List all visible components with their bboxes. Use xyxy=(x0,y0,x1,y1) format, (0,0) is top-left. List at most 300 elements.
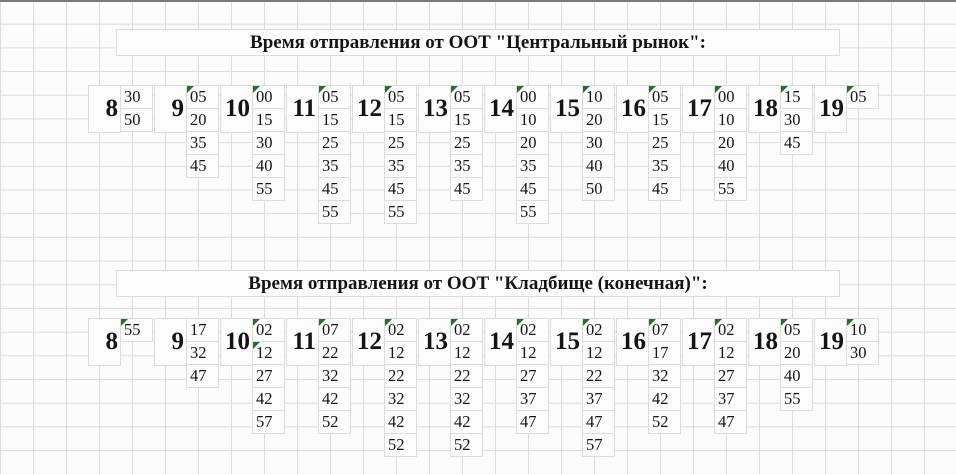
minute-label: 25 xyxy=(652,133,669,152)
minute-cell[interactable] xyxy=(186,108,219,132)
hour-label: 12 xyxy=(357,95,382,122)
minute-cell[interactable] xyxy=(846,318,879,342)
minute-cell[interactable] xyxy=(648,341,681,365)
minute-cell[interactable] xyxy=(120,108,153,132)
hour-cell[interactable] xyxy=(484,318,517,366)
minute-cell[interactable] xyxy=(780,387,813,411)
minute-label: 45 xyxy=(784,133,801,152)
minute-label: 30 xyxy=(784,110,801,129)
minute-label: 22 xyxy=(388,366,405,385)
cell-flag-triangle-icon xyxy=(517,319,524,326)
minute-cell[interactable] xyxy=(186,364,219,388)
minutes-column xyxy=(120,318,153,342)
top-border-line xyxy=(0,0,956,2)
minute-cell[interactable] xyxy=(582,433,615,457)
minute-cell[interactable] xyxy=(318,364,351,388)
hour-label: 11 xyxy=(292,95,316,122)
hour-cell[interactable] xyxy=(616,318,649,366)
minute-cell[interactable] xyxy=(582,85,615,109)
cell-flag-triangle-icon xyxy=(847,319,854,326)
minute-cell[interactable] xyxy=(252,341,285,365)
hour-cell[interactable] xyxy=(748,318,781,366)
minute-label: 12 xyxy=(454,343,471,362)
cell-flag-triangle-icon xyxy=(385,86,392,93)
hour-cell[interactable] xyxy=(682,85,715,133)
hour-cell[interactable] xyxy=(154,85,187,133)
hour-cell[interactable] xyxy=(220,85,253,133)
hour-cell[interactable] xyxy=(220,318,253,366)
hour-group xyxy=(748,318,814,411)
minute-cell[interactable] xyxy=(252,177,285,201)
minute-label: 30 xyxy=(850,343,867,362)
minutes-column xyxy=(450,85,483,201)
minute-cell[interactable] xyxy=(384,410,417,434)
minute-label: 12 xyxy=(256,343,273,362)
hour-label: 10 xyxy=(225,328,250,355)
minute-label: 35 xyxy=(454,156,471,175)
hour-cell[interactable] xyxy=(814,318,847,366)
minute-label: 55 xyxy=(718,179,735,198)
minute-label: 02 xyxy=(454,320,471,339)
minute-cell[interactable] xyxy=(582,154,615,178)
minute-label: 20 xyxy=(784,343,801,362)
minutes-column xyxy=(384,85,417,224)
minute-cell[interactable] xyxy=(582,177,615,201)
hour-cell[interactable] xyxy=(88,318,121,366)
minute-cell[interactable] xyxy=(714,410,747,434)
hour-cell[interactable] xyxy=(616,85,649,133)
minutes-column xyxy=(516,318,549,434)
hour-group xyxy=(352,318,418,457)
minute-cell[interactable] xyxy=(384,364,417,388)
minute-cell[interactable] xyxy=(648,318,681,342)
minute-label: 20 xyxy=(718,133,735,152)
hour-group xyxy=(616,85,682,201)
minute-cell[interactable] xyxy=(252,410,285,434)
minute-cell[interactable] xyxy=(318,85,351,109)
minute-label: 10 xyxy=(850,320,867,339)
minute-label: 12 xyxy=(520,343,537,362)
minute-cell[interactable] xyxy=(648,85,681,109)
minute-label: 35 xyxy=(190,133,207,152)
minute-label: 55 xyxy=(784,389,801,408)
minute-cell[interactable] xyxy=(780,108,813,132)
minutes-column xyxy=(450,318,483,457)
minutes-column xyxy=(186,318,219,388)
cell-flag-triangle-icon xyxy=(253,86,260,93)
minute-label: 52 xyxy=(388,435,405,454)
cell-flag-triangle-icon xyxy=(253,319,260,326)
hour-cell[interactable] xyxy=(550,85,583,133)
hour-group xyxy=(616,318,682,434)
minute-label: 50 xyxy=(124,110,141,129)
hour-label: 18 xyxy=(753,95,778,122)
hour-group xyxy=(550,85,616,201)
minute-cell[interactable] xyxy=(318,177,351,201)
minute-label: 05 xyxy=(652,87,669,106)
minute-label: 12 xyxy=(388,343,405,362)
minute-cell[interactable] xyxy=(582,131,615,155)
minute-cell[interactable] xyxy=(516,410,549,434)
minute-label: 15 xyxy=(256,110,273,129)
minute-cell[interactable] xyxy=(648,387,681,411)
hour-cell[interactable] xyxy=(352,318,385,366)
minute-cell[interactable] xyxy=(318,131,351,155)
minute-cell[interactable] xyxy=(516,318,549,342)
minute-label: 00 xyxy=(256,87,273,106)
minute-cell[interactable] xyxy=(516,177,549,201)
minute-label: 55 xyxy=(256,179,273,198)
minute-cell[interactable] xyxy=(516,364,549,388)
minute-cell[interactable] xyxy=(648,108,681,132)
minute-cell[interactable] xyxy=(450,318,483,342)
hour-group xyxy=(154,85,220,178)
minute-label: 52 xyxy=(322,412,339,431)
minute-label: 35 xyxy=(520,156,537,175)
minute-cell[interactable] xyxy=(516,154,549,178)
minutes-column xyxy=(582,318,615,457)
minute-label: 05 xyxy=(454,87,471,106)
minute-cell[interactable] xyxy=(648,131,681,155)
hour-cell[interactable] xyxy=(550,318,583,366)
minute-cell[interactable] xyxy=(648,154,681,178)
minute-cell[interactable] xyxy=(384,200,417,224)
minute-label: 32 xyxy=(652,366,669,385)
minute-label: 55 xyxy=(520,202,537,221)
minute-cell[interactable] xyxy=(186,131,219,155)
minute-cell[interactable] xyxy=(384,387,417,411)
minute-label: 20 xyxy=(190,110,207,129)
minute-label: 27 xyxy=(520,366,537,385)
hour-label: 13 xyxy=(423,95,448,122)
minute-cell[interactable] xyxy=(450,177,483,201)
minute-label: 10 xyxy=(586,87,603,106)
minute-cell[interactable] xyxy=(714,341,747,365)
minute-cell[interactable] xyxy=(648,364,681,388)
minute-cell[interactable] xyxy=(714,387,747,411)
minute-label: 00 xyxy=(520,87,537,106)
minute-label: 10 xyxy=(718,110,735,129)
minute-cell[interactable] xyxy=(384,85,417,109)
minute-label: 02 xyxy=(586,320,603,339)
minute-label: 02 xyxy=(256,320,273,339)
minute-cell[interactable] xyxy=(714,318,747,342)
minute-cell[interactable] xyxy=(186,154,219,178)
hour-group xyxy=(352,85,418,224)
minute-cell[interactable] xyxy=(318,387,351,411)
hour-label: 9 xyxy=(171,328,184,355)
minute-label: 45 xyxy=(652,179,669,198)
minute-cell[interactable] xyxy=(450,108,483,132)
minute-label: 45 xyxy=(520,179,537,198)
hour-label: 19 xyxy=(819,328,844,355)
hour-cell[interactable] xyxy=(748,85,781,133)
minute-cell[interactable] xyxy=(450,387,483,411)
minute-cell[interactable] xyxy=(252,387,285,411)
hour-group xyxy=(814,85,880,133)
minute-cell[interactable] xyxy=(384,433,417,457)
cell-flag-triangle-icon xyxy=(517,86,524,93)
minute-cell[interactable] xyxy=(582,318,615,342)
minute-label: 15 xyxy=(454,110,471,129)
minute-cell[interactable] xyxy=(186,85,219,109)
hour-label: 12 xyxy=(357,328,382,355)
cell-flag-triangle-icon xyxy=(253,342,260,349)
minute-cell[interactable] xyxy=(516,131,549,155)
minute-cell[interactable] xyxy=(714,131,747,155)
minute-label: 42 xyxy=(388,412,405,431)
minute-cell[interactable] xyxy=(714,85,747,109)
minute-cell[interactable] xyxy=(780,85,813,109)
hour-cell[interactable] xyxy=(154,318,187,366)
minute-label: 35 xyxy=(652,156,669,175)
minute-cell[interactable] xyxy=(846,85,879,109)
hour-label: 10 xyxy=(225,95,250,122)
minute-label: 20 xyxy=(520,133,537,152)
hour-label: 17 xyxy=(687,328,712,355)
minute-cell[interactable] xyxy=(384,341,417,365)
minute-label: 20 xyxy=(586,110,603,129)
hour-group xyxy=(220,85,286,201)
minute-cell[interactable] xyxy=(318,410,351,434)
cell-flag-triangle-icon xyxy=(187,86,194,93)
minute-cell[interactable] xyxy=(252,154,285,178)
minute-cell[interactable] xyxy=(450,341,483,365)
minute-label: 37 xyxy=(520,389,537,408)
cell-flag-triangle-icon xyxy=(715,86,722,93)
hour-cell[interactable] xyxy=(286,85,319,133)
minutes-column xyxy=(252,85,285,201)
minutes-column xyxy=(582,85,615,201)
minute-cell[interactable] xyxy=(384,318,417,342)
hour-group xyxy=(682,85,748,201)
hour-group xyxy=(220,318,286,434)
minute-cell[interactable] xyxy=(516,387,549,411)
minute-cell[interactable] xyxy=(186,318,219,342)
minute-label: 15 xyxy=(388,110,405,129)
minute-cell[interactable] xyxy=(384,131,417,155)
minute-cell[interactable] xyxy=(582,108,615,132)
minute-cell[interactable] xyxy=(582,387,615,411)
minute-cell[interactable] xyxy=(318,341,351,365)
hour-cell[interactable] xyxy=(418,318,451,366)
minute-cell[interactable] xyxy=(780,131,813,155)
minute-cell[interactable] xyxy=(516,85,549,109)
section-title-central-market[interactable]: Время отправления от ООТ "Центральный рынок": xyxy=(116,29,840,56)
minute-label: 47 xyxy=(718,412,735,431)
minute-cell[interactable] xyxy=(516,341,549,365)
minutes-column xyxy=(648,85,681,201)
minute-label: 07 xyxy=(652,320,669,339)
minute-label: 00 xyxy=(718,87,735,106)
minute-cell[interactable] xyxy=(384,177,417,201)
hour-cell[interactable] xyxy=(682,318,715,366)
minute-label: 45 xyxy=(190,156,207,175)
hour-group xyxy=(88,85,154,133)
hour-group xyxy=(418,85,484,201)
minute-label: 47 xyxy=(190,366,207,385)
minute-label: 22 xyxy=(322,343,339,362)
minutes-column xyxy=(252,318,285,434)
hour-group xyxy=(88,318,154,366)
hour-group xyxy=(484,318,550,434)
hour-cell[interactable] xyxy=(352,85,385,133)
cell-flag-triangle-icon xyxy=(319,86,326,93)
cell-flag-triangle-icon xyxy=(781,86,788,93)
minute-label: 30 xyxy=(586,133,603,152)
cell-flag-triangle-icon xyxy=(649,319,656,326)
minute-cell[interactable] xyxy=(516,108,549,132)
hour-label: 11 xyxy=(292,328,316,355)
minute-cell[interactable] xyxy=(120,318,153,342)
hour-cell[interactable] xyxy=(418,85,451,133)
minute-cell[interactable] xyxy=(384,154,417,178)
minutes-column xyxy=(780,85,813,155)
hour-group xyxy=(748,85,814,155)
minute-cell[interactable] xyxy=(714,154,747,178)
cell-flag-triangle-icon xyxy=(451,86,458,93)
hour-label: 15 xyxy=(555,328,580,355)
minute-cell[interactable] xyxy=(318,318,351,342)
minute-cell[interactable] xyxy=(450,364,483,388)
hour-cell[interactable] xyxy=(286,318,319,366)
minute-label: 35 xyxy=(388,156,405,175)
minute-label: 42 xyxy=(454,412,471,431)
minute-cell[interactable] xyxy=(252,85,285,109)
minute-label: 32 xyxy=(190,343,207,362)
section-title-cemetery-terminus[interactable]: Время отправления от ООТ "Кладбище (конечная)": xyxy=(116,270,840,297)
minute-label: 15 xyxy=(784,87,801,106)
minute-cell[interactable] xyxy=(252,318,285,342)
cell-flag-triangle-icon xyxy=(583,319,590,326)
hour-label: 19 xyxy=(819,95,844,122)
cell-flag-triangle-icon xyxy=(319,319,326,326)
minute-cell[interactable] xyxy=(450,410,483,434)
minute-label: 45 xyxy=(322,179,339,198)
minute-cell[interactable] xyxy=(516,200,549,224)
minute-label: 57 xyxy=(256,412,273,431)
minute-cell[interactable] xyxy=(714,108,747,132)
minute-label: 40 xyxy=(784,366,801,385)
minute-label: 45 xyxy=(388,179,405,198)
minute-label: 22 xyxy=(454,366,471,385)
minute-cell[interactable] xyxy=(714,177,747,201)
minute-label: 25 xyxy=(454,133,471,152)
minute-cell[interactable] xyxy=(582,410,615,434)
minute-label: 32 xyxy=(388,389,405,408)
cell-flag-triangle-icon xyxy=(385,319,392,326)
minute-label: 40 xyxy=(256,156,273,175)
hour-label: 14 xyxy=(489,328,514,355)
minutes-column xyxy=(780,318,813,411)
minute-label: 17 xyxy=(652,343,669,362)
minute-cell[interactable] xyxy=(780,318,813,342)
minute-label: 15 xyxy=(652,110,669,129)
minute-cell[interactable] xyxy=(648,177,681,201)
minute-label: 05 xyxy=(850,87,867,106)
minute-cell[interactable] xyxy=(450,433,483,457)
minute-label: 47 xyxy=(520,412,537,431)
minute-label: 47 xyxy=(586,412,603,431)
minute-label: 30 xyxy=(256,133,273,152)
hour-label: 18 xyxy=(753,328,778,355)
minutes-column xyxy=(384,318,417,457)
minute-label: 27 xyxy=(718,366,735,385)
minute-cell[interactable] xyxy=(780,364,813,388)
minute-cell[interactable] xyxy=(252,131,285,155)
minute-cell[interactable] xyxy=(846,341,879,365)
minute-label: 57 xyxy=(586,435,603,454)
minute-cell[interactable] xyxy=(450,154,483,178)
hour-group xyxy=(286,318,352,434)
minute-cell[interactable] xyxy=(582,341,615,365)
minutes-column xyxy=(516,85,549,224)
hour-group xyxy=(418,318,484,457)
cell-flag-triangle-icon xyxy=(451,319,458,326)
cell-flag-triangle-icon xyxy=(583,86,590,93)
minute-label: 05 xyxy=(322,87,339,106)
minute-label: 05 xyxy=(190,87,207,106)
minute-cell[interactable] xyxy=(186,341,219,365)
hour-label: 13 xyxy=(423,328,448,355)
minute-cell[interactable] xyxy=(714,364,747,388)
minute-cell[interactable] xyxy=(450,131,483,155)
minute-label: 52 xyxy=(454,435,471,454)
minute-label: 25 xyxy=(322,133,339,152)
hour-group xyxy=(286,85,352,224)
minute-cell[interactable] xyxy=(450,85,483,109)
minute-cell[interactable] xyxy=(252,108,285,132)
minute-label: 05 xyxy=(388,87,405,106)
minute-cell[interactable] xyxy=(318,154,351,178)
minute-label: 42 xyxy=(256,389,273,408)
hour-label: 14 xyxy=(489,95,514,122)
hour-cell[interactable] xyxy=(88,85,121,133)
minute-cell[interactable] xyxy=(780,341,813,365)
minute-cell[interactable] xyxy=(318,200,351,224)
minute-label: 37 xyxy=(586,389,603,408)
minute-cell[interactable] xyxy=(648,410,681,434)
minute-label: 17 xyxy=(190,320,207,339)
hour-groups xyxy=(88,85,880,224)
minute-label: 42 xyxy=(322,389,339,408)
minute-label: 12 xyxy=(718,343,735,362)
minute-label: 27 xyxy=(256,366,273,385)
minutes-column xyxy=(648,318,681,434)
minute-cell[interactable] xyxy=(582,364,615,388)
hour-groups xyxy=(88,318,880,457)
hour-cell[interactable] xyxy=(814,85,847,133)
minutes-column xyxy=(318,318,351,434)
minute-label: 55 xyxy=(124,320,141,339)
hour-cell[interactable] xyxy=(484,85,517,133)
hour-label: 15 xyxy=(555,95,580,122)
hour-group xyxy=(814,318,880,366)
minute-cell[interactable] xyxy=(120,85,153,109)
minute-label: 25 xyxy=(388,133,405,152)
minute-cell[interactable] xyxy=(384,108,417,132)
hour-label: 17 xyxy=(687,95,712,122)
minute-label: 10 xyxy=(520,110,537,129)
minute-label: 32 xyxy=(322,366,339,385)
minute-label: 50 xyxy=(586,179,603,198)
minutes-column xyxy=(318,85,351,224)
hour-label: 8 xyxy=(105,95,118,122)
minutes-column xyxy=(846,85,879,109)
minute-cell[interactable] xyxy=(252,364,285,388)
minutes-column xyxy=(186,85,219,178)
minute-cell[interactable] xyxy=(318,108,351,132)
